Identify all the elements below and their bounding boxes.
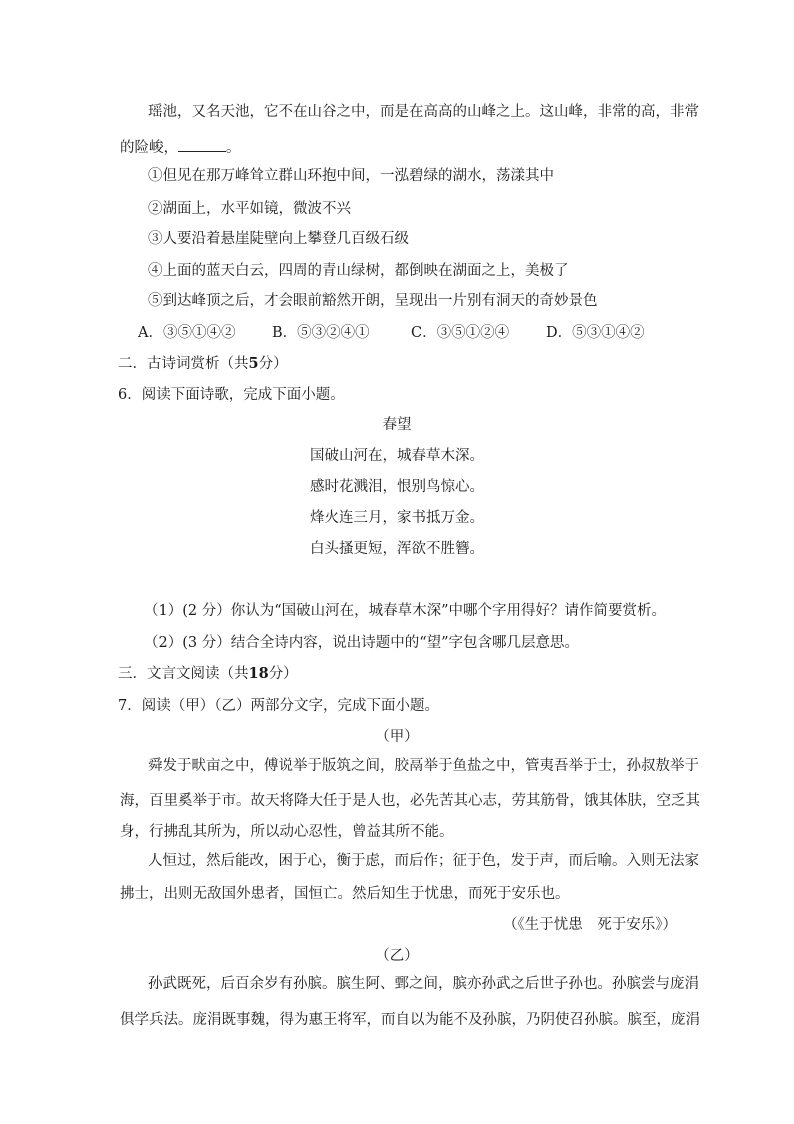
fill-blank [178, 137, 226, 152]
section-3-points: 18 [248, 665, 269, 682]
q5-stem-text: 的险峻， [120, 140, 178, 156]
q6-heading: 6．阅读下面诗歌，完成下面小题。 [118, 387, 345, 403]
section-3-title: 三．文言文阅读（共 [118, 666, 249, 682]
passage-jia-label: （甲） [375, 729, 419, 745]
passage-jia-line-1: 舜发于畎亩之中，傅说举于版筑之间，胶鬲举于鱼盐之中，管夷吾举于士，孙叔敖举于 [148, 758, 699, 774]
section-3-heading [118, 664, 298, 684]
poem-line-4: 白头搔更短，浑欲不胜簪。 [310, 541, 484, 557]
q6-sub-2: （2）(3 分）结合全诗内容，说出诗题中的“望”字包含哪几层意思。 [144, 635, 580, 651]
passage-yi-line-2: 俱学兵法。庞涓既事魏，得为惠王将军，而自以为能不及孙膑，乃阴使召孙膑。膑至，庞涓 [120, 1012, 700, 1028]
sentence-4: ④上面的蓝天白云，四周的青山绿树，都倒映在湖面之上，美极了 [148, 263, 569, 279]
poem-line-2: 感时花溅泪，恨别鸟惊心。 [310, 479, 484, 495]
poem-line-1: 国破山河在，城春草木深。 [310, 448, 484, 464]
sentence-1: ①但见在那万峰耸立群山环抱中间，一泓碧绿的湖水，荡漾其中 [148, 168, 554, 184]
poem-title: 春望 [382, 417, 412, 433]
passage-jia-line-2: 海，百里奚举于市。故天将降大任于是人也，必先苦其心志，劳其筋骨，饿其体肤，空乏其 [120, 793, 700, 809]
passage-jia-line-5: 拂士，出则无敌国外患者，国恒亡。然后知生于忧患，而死于安乐也。 [120, 886, 570, 902]
section-3-unit: 分） [268, 666, 298, 682]
q5-stem-line-2 [120, 137, 241, 158]
sentence-3: ③人要沿着悬崖陡壁向上攀登几百级石级 [148, 231, 409, 247]
passage-yi-label: （乙） [375, 948, 419, 964]
section-2-title: 二．古诗词赏析（共 [118, 356, 249, 372]
poem-line-3: 烽火连三月，家书抵万金。 [310, 510, 484, 526]
sentence-2: ②湖面上，水平如镜，微波不兴 [148, 201, 351, 217]
passage-jia-line-3: 身，行拂乱其所为，所以动心忍性，曾益其所不能。 [120, 824, 454, 840]
q7-heading: 7．阅读（甲）（乙）两部分文字，完成下面小题。 [118, 698, 439, 714]
passage-jia-source: （《生于忧患 死于安乐》） [503, 917, 677, 933]
sentence-5: ⑤到达峰顶之后，才会眼前豁然开朗，呈现出一片别有洞天的奇妙景色 [148, 293, 598, 309]
option-a: A．③⑤①④② [138, 325, 236, 341]
q6-sub-1: （1）(2 分）你认为“国破山河在，城春草木深”中哪个字用得好？请作简要赏析。 [144, 603, 667, 619]
option-d: D．⑤③①④② [546, 325, 645, 341]
option-b: B．⑤③②④① [272, 325, 370, 341]
passage-yi-line-1: 孙武既死，后百余岁有孙膑。膑生阿、鄄之间，膑亦孙武之后世子孙也。孙膑尝与庞涓 [148, 976, 699, 992]
section-2-points: 5 [248, 355, 259, 372]
passage-jia-line-4: 人恒过，然后能改，困于心，衡于虑，而后作；征于色，发于声，而后喻。入则无法家 [148, 853, 699, 869]
section-2-unit: 分） [258, 356, 288, 372]
q5-stem-end: 。 [226, 140, 241, 156]
option-c: C．③⑤①②④ [411, 325, 510, 341]
q5-stem-line-1: 瑶池，又名天池，它不在山谷之中，而是在高高的山峰之上。这山峰，非常的高，非常 [148, 104, 699, 120]
section-2-heading [118, 354, 288, 374]
